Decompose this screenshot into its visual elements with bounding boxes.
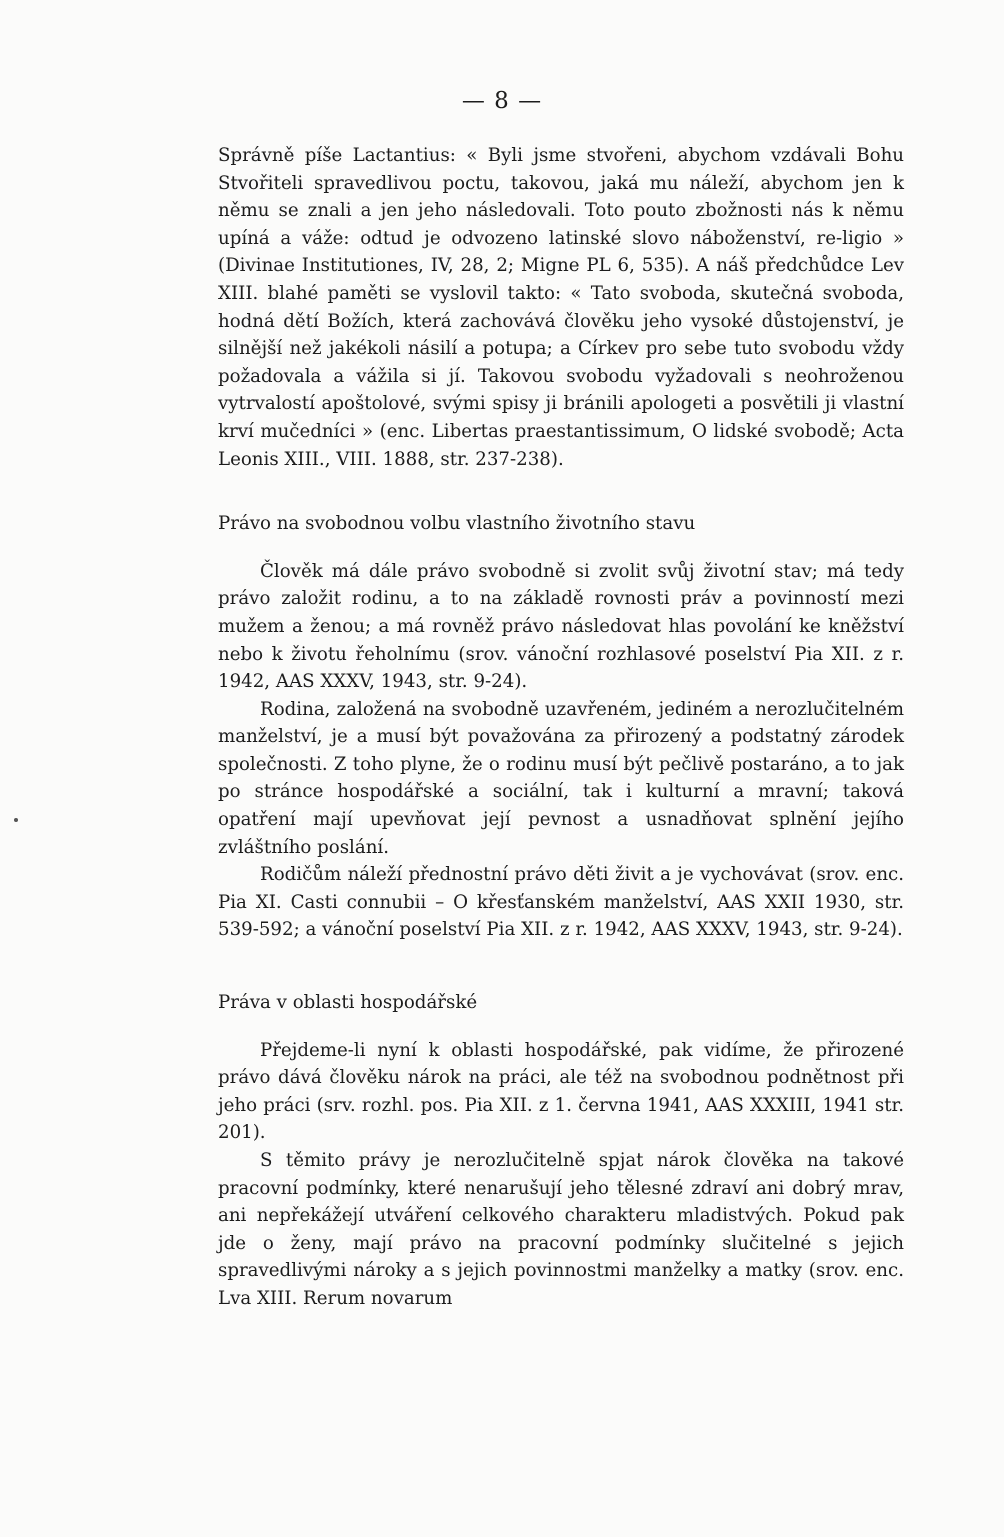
section-title-economic: Práva v oblasti hospodářské: [218, 992, 478, 1014]
section-title-state-of-life: Právo na svobodnou volbu vlastního životního stavu: [218, 513, 696, 535]
paragraph-lactantius: Správně píše Lactantius: « Byli jsme stvořeni, abychom vzdávali Bohu Stvořiteli spravedlivou poctu, takovou, jaká mu náleží, abychom jen k němu se znali a jen jeho následovali. Toto pouto zbožnosti nás k němu upíná a váže: odtud je odvozeno latinské slovo náboženství, re-ligio » (Divinae Institutiones, IV, 28, 2; Migne PL 6, 535). A náš předchůdce Lev XIII. blahé paměti se vyslovil takto: « Tato svoboda, skutečná svoboda, hodná dětí Božích, která zachovává člověku jeho vysoké důstojenství, je silnější než jakékoli násilí a potupa; a Církev pro sebe tuto svobodu vždy požadovala a vážila si jí. Takovou svobodu vyžadovali s neohroženou vytrvalostí apoštolové, svými spisy ji bránili apologeti a posvětili ji vlastní krví mučedníci » (enc. Libertas praestantissimum, O lidské svobodě; Acta Leonis XIII., VIII. 1888, str. 237-238).: [218, 145, 904, 470]
paragraph-working-conditions: S těmito právy je nerozlučitelně spjat nárok člověka na takové pracovní podmínky, které nenarušují jeho tělesné zdraví ani dobrý mrav, ani nepřekážejí utváření celkového charakteru mladistvých. Pokud pak jde o ženy, mají právo na pracovní podmínky slučitelné s jejich spravedlivými nároky a s jejich povinnostmi manželky a matky (srov. enc. Lva XIII. Rerum novarum: [218, 1150, 904, 1309]
page-number: — 8 —: [461, 88, 543, 114]
paragraph-family: Rodina, založená na svobodně uzavřeném, jediném a nerozlučitelném manželství, je a musí být považována za přirozený a podstatný zárodek společnosti. Z toho plyne, že o rodinu musí být pečlivě postaráno, a to jak po stránce hospodářské a sociální, tak i kulturní a mravní; taková opatření mají upevňovat její pevnost a usnadňovat splnění jejího zvláštního poslání.: [218, 698, 904, 858]
paragraph-state-of-life: Člověk má dále právo svobodně si zvolit svůj životní stav; má tedy právo založit rodinu, a to na základě rovnosti práv a povinností mezi mužem a ženou; a má rovněž právo následovat hlas povolání ke kněžství nebo k životu řeholnímu (srov. vánoční rozhlasové poselství Pia XII. z r. 1942, AAS XXXV, 1943, str. 9-24).: [218, 560, 904, 693]
page-content: [218, 142, 904, 1313]
paragraph-parents: Rodičům náleží přednostní právo děti živit a je vychovávat (srov. enc. Pia XI. Casti connubii – O křesťanském manželství, AAS XXII 1930, str. 539-592; a vánoční poselství Pia XII. z r. 1942, AAS XXXV, 1943, str. 9-24).: [218, 864, 904, 941]
paragraph-right-to-work: Přejdeme-li nyní k oblasti hospodářské, pak vidíme, že přirozené právo dává člověku nárok na práci, ale též na svobodnou podnětnost při jeho práci (srv. rozhl. pos. Pia XII. z 1. června 1941, AAS XXXIII, 1941 str. 201).: [218, 1039, 904, 1144]
scan-speck: [14, 818, 18, 822]
